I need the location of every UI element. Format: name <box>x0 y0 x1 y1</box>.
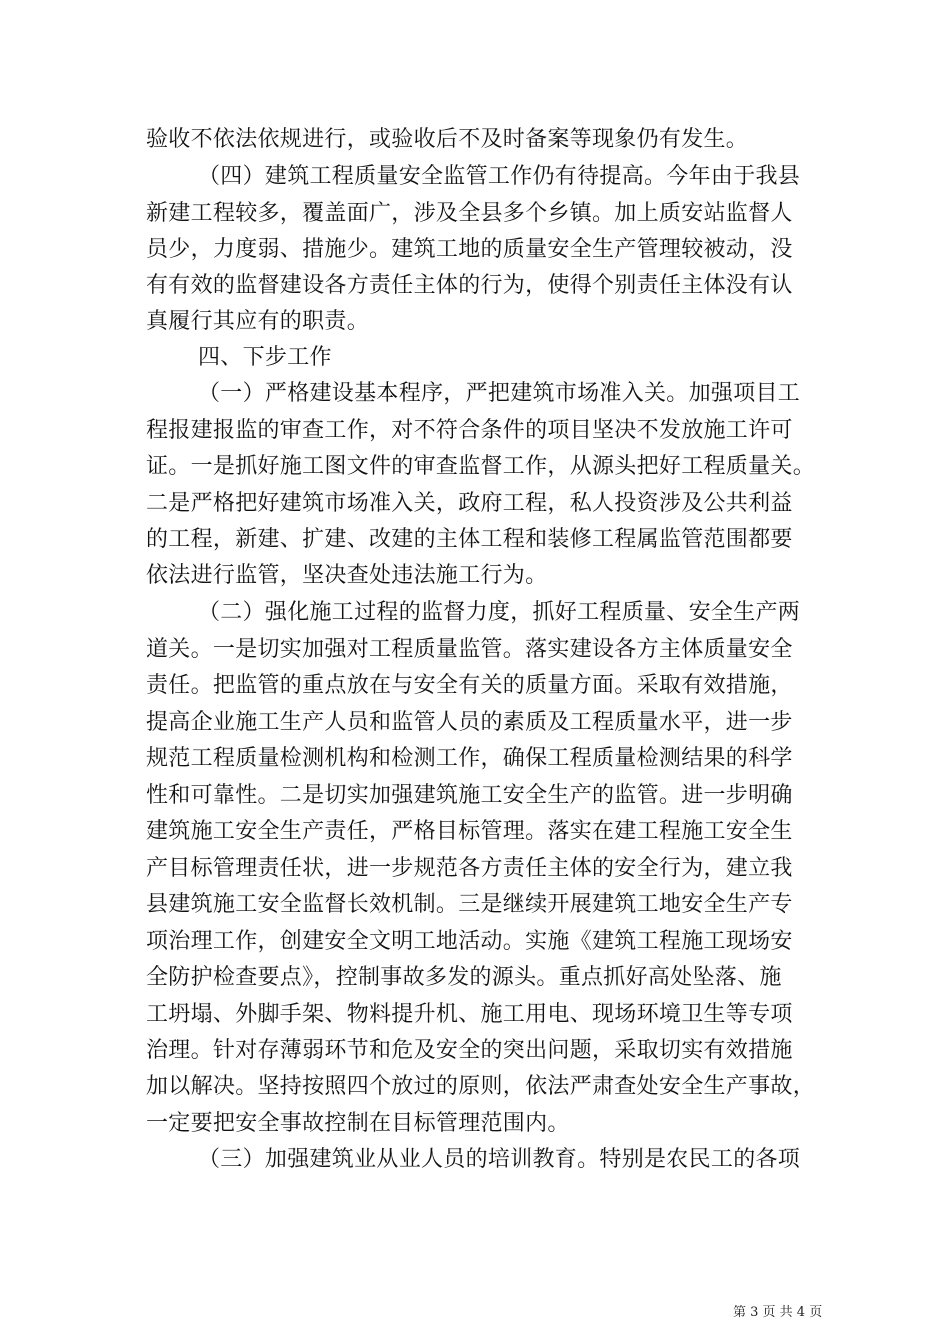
text-line: 工坍塌、外脚手架、物料提升机、施工用电、现场环境卫生等专项 <box>146 1002 793 1027</box>
text-line: 证。一是抓好施工图文件的审查监督工作，从源头把好工程质量关。 <box>146 454 816 479</box>
text-line: 程报建报监的审查工作，对不符合条件的项目坚决不发放施工许可 <box>146 418 793 443</box>
page-number: 第 3 页 共 4 页 <box>733 1305 823 1320</box>
text-line: 新建工程较多，覆盖面广，涉及全县多个乡镇。加上质安站监督人 <box>146 201 793 226</box>
text-line: 建筑施工安全生产责任，严格目标管理。落实在建工程施工安全生 <box>146 819 793 844</box>
text-line: 县建筑施工安全监督长效机制。三是继续开展建筑工地安全生产专 <box>146 892 793 917</box>
text-line: 员少，力度弱、措施少。建筑工地的质量安全生产管理较被动，没 <box>146 237 793 262</box>
text-line: （四）建筑工程质量安全监管工作仍有待提高。今年由于我县 <box>198 164 801 189</box>
text-line: 验收不依法依规进行，或验收后不及时备案等现象仍有发生。 <box>146 127 749 152</box>
text-line: 产目标管理责任状，进一步规范各方责任主体的安全行为，建立我 <box>146 856 793 881</box>
text-line: （二）强化施工过程的监督力度，抓好工程质量、安全生产两 <box>198 600 801 625</box>
text-line: 全防护检查要点》，控制事故多发的源头。重点抓好高处坠落、施 <box>146 965 782 990</box>
section-heading: 四、下步工作 <box>198 345 332 370</box>
text-line: 的工程，新建、扩建、改建的主体工程和装修工程属监管范围都要 <box>146 527 793 552</box>
text-line: 道关。一是切实加强对工程质量监管。落实建设各方主体质量安全 <box>146 637 793 662</box>
text-line: 有有效的监督建设各方责任主体的行为，使得个别责任主体没有认 <box>146 273 793 298</box>
text-line: 责任。把监管的重点放在与安全有关的质量方面。采取有效措施， <box>146 673 793 698</box>
text-line: （一）严格建设基本程序，严把建筑市场准入关。加强项目工 <box>198 381 801 406</box>
text-line: 依法进行监管，坚决查处违法施工行为。 <box>146 563 548 588</box>
text-line: 提高企业施工生产人员和监管人员的素质及工程质量水平，进一步 <box>146 710 793 735</box>
text-line: 项治理工作，创建安全文明工地活动。实施《建筑工程施工现场安 <box>146 929 793 954</box>
text-line: 一定要把安全事故控制在目标管理范围内。 <box>146 1111 570 1136</box>
text-line: 治理。针对存薄弱环节和危及安全的突出问题，采取切实有效措施 <box>146 1038 793 1063</box>
text-line: 加以解决。坚持按照四个放过的原则，依法严肃查处安全生产事故， <box>146 1074 816 1099</box>
text-line: （三）加强建筑业从业人员的培训教育。特别是农民工的各项 <box>198 1147 801 1172</box>
text-line: 真履行其应有的职责。 <box>146 309 370 334</box>
text-line: 规范工程质量检测机构和检测工作，确保工程质量检测结果的科学 <box>146 746 793 771</box>
text-line: 性和可靠性。二是切实加强建筑施工安全生产的监管。进一步明确 <box>146 783 793 808</box>
text-line: 二是严格把好建筑市场准入关，政府工程，私人投资涉及公共利益 <box>146 491 793 516</box>
